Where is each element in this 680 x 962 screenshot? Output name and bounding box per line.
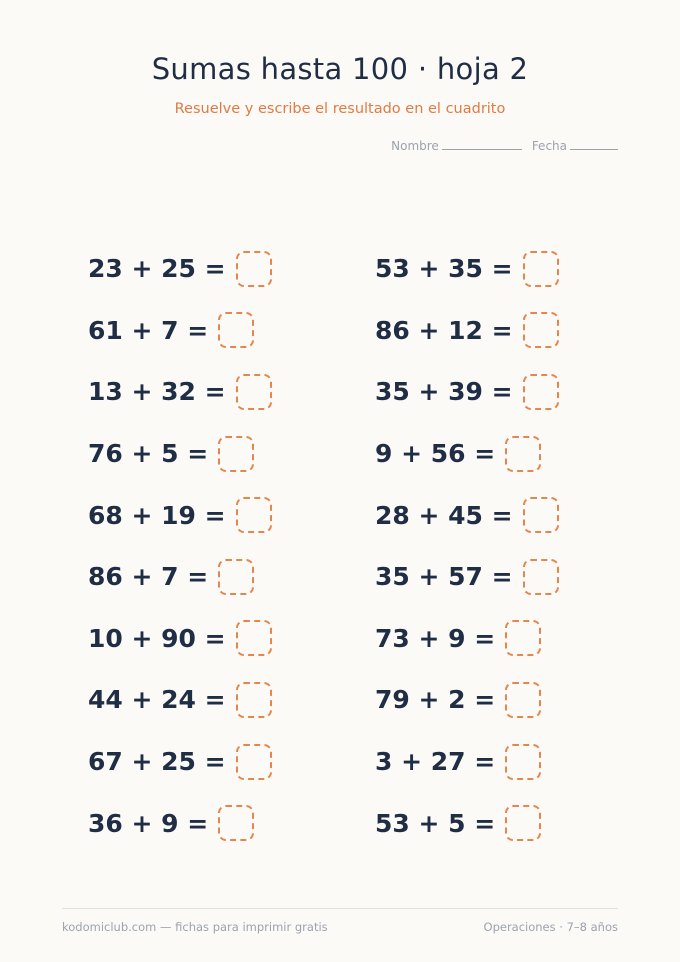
equals-sign: = xyxy=(187,315,209,345)
equals-sign: = xyxy=(491,315,513,345)
problem-expression: 73 + 9 xyxy=(375,623,466,653)
answer-box[interactable] xyxy=(505,744,541,780)
spacer xyxy=(196,254,205,283)
spacer xyxy=(179,316,188,345)
problem-expression: 3 + 27 xyxy=(375,747,466,777)
addition-problem xyxy=(88,361,272,423)
problem-expression: 9 + 56 xyxy=(375,439,466,469)
spacer xyxy=(483,501,492,530)
equals-sign: = xyxy=(204,377,226,407)
answer-box[interactable] xyxy=(523,559,559,595)
problem-expression: 10 + 90 xyxy=(88,623,196,653)
answer-box[interactable] xyxy=(218,559,254,595)
answer-box[interactable] xyxy=(236,251,272,287)
equals-sign: = xyxy=(474,623,496,653)
answer-box[interactable] xyxy=(523,497,559,533)
problem-expression: 44 + 24 xyxy=(88,685,196,715)
spacer xyxy=(483,254,492,283)
spacer xyxy=(196,501,205,530)
equals-sign: = xyxy=(204,254,226,284)
spacer xyxy=(466,809,475,838)
footer-divider xyxy=(62,908,618,909)
footer-site-text: kodomiclub.com — fichas para imprimir gratis xyxy=(62,920,328,934)
addition-problem xyxy=(88,731,272,793)
equals-sign: = xyxy=(204,747,226,777)
addition-problem xyxy=(375,608,559,670)
equals-sign: = xyxy=(187,439,209,469)
equals-sign: = xyxy=(491,254,513,284)
spacer xyxy=(483,377,492,406)
spacer xyxy=(196,624,205,653)
student-info xyxy=(391,139,618,153)
spacer xyxy=(196,747,205,776)
equals-sign: = xyxy=(204,623,226,653)
addition-problem xyxy=(88,669,272,731)
addition-problem xyxy=(375,669,559,731)
answer-box[interactable] xyxy=(218,312,254,348)
problem-expression: 67 + 25 xyxy=(88,747,196,777)
answer-box[interactable] xyxy=(505,436,541,472)
equals-sign: = xyxy=(491,562,513,592)
spacer xyxy=(196,377,205,406)
spacer xyxy=(179,562,188,591)
name-field[interactable] xyxy=(391,139,522,153)
date-blank-line[interactable] xyxy=(570,140,618,150)
equals-sign: = xyxy=(474,685,496,715)
equals-sign: = xyxy=(187,808,209,838)
answer-box[interactable] xyxy=(523,374,559,410)
left-problem-column xyxy=(88,238,272,854)
date-label: Fecha xyxy=(531,139,567,153)
addition-problem xyxy=(88,300,272,362)
problem-expression: 23 + 25 xyxy=(88,254,196,284)
addition-problem xyxy=(375,546,559,608)
problem-expression: 86 + 12 xyxy=(375,315,483,345)
answer-box[interactable] xyxy=(505,620,541,656)
problem-expression: 28 + 45 xyxy=(375,500,483,530)
footer-category-text: Operaciones · 7–8 años xyxy=(483,920,618,934)
problem-expression: 35 + 39 xyxy=(375,377,483,407)
spacer xyxy=(466,439,475,468)
equals-sign: = xyxy=(474,439,496,469)
addition-problem xyxy=(375,792,559,854)
problem-expression: 53 + 35 xyxy=(375,254,483,284)
spacer xyxy=(466,747,475,776)
problem-expression: 36 + 9 xyxy=(88,808,179,838)
equals-sign: = xyxy=(204,685,226,715)
spacer xyxy=(179,439,188,468)
right-problem-column xyxy=(375,238,559,854)
addition-problem xyxy=(88,608,272,670)
problem-expression: 86 + 7 xyxy=(88,562,179,592)
answer-box[interactable] xyxy=(236,374,272,410)
answer-box[interactable] xyxy=(218,805,254,841)
equals-sign: = xyxy=(491,377,513,407)
addition-problem xyxy=(375,423,559,485)
answer-box[interactable] xyxy=(218,436,254,472)
spacer xyxy=(466,624,475,653)
equals-sign: = xyxy=(474,747,496,777)
problem-expression: 53 + 5 xyxy=(375,808,466,838)
equals-sign: = xyxy=(491,500,513,530)
problem-expression: 35 + 57 xyxy=(375,562,483,592)
answer-box[interactable] xyxy=(505,682,541,718)
answer-box[interactable] xyxy=(236,620,272,656)
addition-problem xyxy=(375,484,559,546)
page-title: Sumas hasta 100 · hoja 2 xyxy=(151,52,529,86)
problem-expression: 61 + 7 xyxy=(88,315,179,345)
spacer xyxy=(466,685,475,714)
name-blank-line[interactable] xyxy=(442,140,522,150)
equals-sign: = xyxy=(204,500,226,530)
addition-problem xyxy=(88,546,272,608)
addition-problem xyxy=(375,361,559,423)
spacer xyxy=(196,685,205,714)
problem-expression: 76 + 5 xyxy=(88,439,179,469)
answer-box[interactable] xyxy=(523,312,559,348)
equals-sign: = xyxy=(474,808,496,838)
problem-expression: 68 + 19 xyxy=(88,500,196,530)
spacer xyxy=(179,809,188,838)
spacer xyxy=(483,316,492,345)
answer-box[interactable] xyxy=(236,744,272,780)
instructions-subtitle: Resuelve y escribe el resultado en el cuadrito xyxy=(174,101,506,117)
equals-sign: = xyxy=(187,562,209,592)
problem-expression: 79 + 2 xyxy=(375,685,466,715)
addition-problem xyxy=(88,484,272,546)
answer-box[interactable] xyxy=(505,805,541,841)
problem-expression: 13 + 32 xyxy=(88,377,196,407)
addition-problem xyxy=(88,238,272,300)
name-label: Nombre xyxy=(391,139,439,153)
answer-box[interactable] xyxy=(236,682,272,718)
date-field[interactable] xyxy=(532,139,618,153)
addition-problem xyxy=(375,731,559,793)
addition-problem xyxy=(88,792,272,854)
answer-box[interactable] xyxy=(523,251,559,287)
addition-problem xyxy=(88,423,272,485)
addition-problem xyxy=(375,238,559,300)
addition-problem xyxy=(375,300,559,362)
answer-box[interactable] xyxy=(236,497,272,533)
spacer xyxy=(483,562,492,591)
